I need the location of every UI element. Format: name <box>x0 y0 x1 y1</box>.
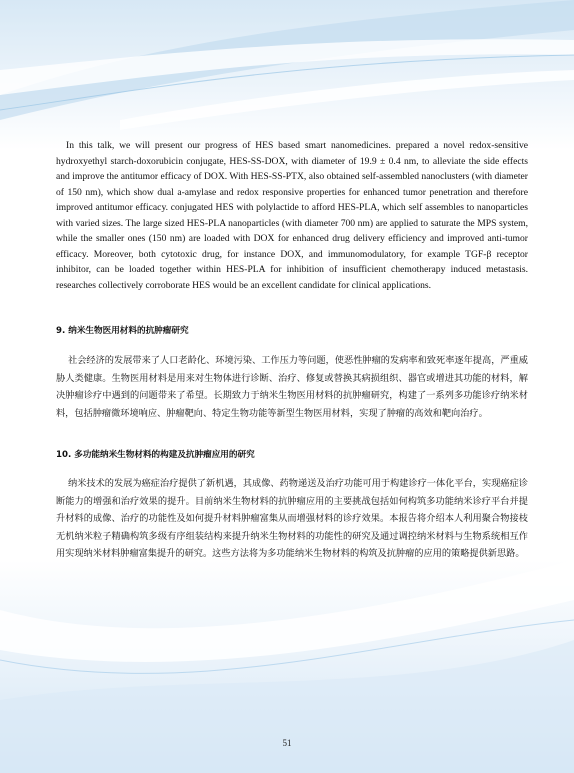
section-10-heading: 10. 多功能纳米生物材料的构建及抗肿瘤应用的研究 <box>56 450 255 460</box>
page-number: 51 <box>282 738 292 748</box>
section-9-heading: 9. 纳米生物医用材料的抗肿瘤研究 <box>56 326 189 336</box>
chinese-sections <box>56 0 528 773</box>
section-10-body: 纳米技术的发展为癌症治疗提供了新机遇，其成像、药物递送及治疗功能可用于构建诊疗一体化平台，实现癌症诊断能力的增强和治疗效果的提升。目前纳米生物材料的抗肿瘤应用的主要挑战包括如何构筑多功能纳米诊疗平台并提升材料的成像、治疗的功能性及如何提升材料肿瘤富集从而增强材料的诊疗效果。本报告将介绍本人利用聚合物接枝无机纳米粒子精确构筑多级有序组装结构来提升纳米生物材料的功能性的研究及通过调控纳米材料与生物系统相互作用实现纳米材料肿瘤富集提升的研究。这些方法将为多功能纳米生物材料的构筑及抗肿瘤的应用的策略提供新思路。 <box>56 478 528 560</box>
section-9-body: 社会经济的发展带来了人口老龄化、环境污染、工作压力等问题，使恶性肿瘤的发病率和致死率逐年提高，严重威胁人类健康。生物医用材料是用来对生物体进行诊断、治疗、修复或替换其病损组织、器官或增进其功能的材料，解决肿瘤诊疗中遇到的问题带来了希望。长期致力于纳米生物医用材料的抗肿瘤研究，构建了一系列多功能诊疗纳米材料，包括肿瘤微环境响应、肿瘤靶向、特定生物功能等新型生物医用材料，实现了肿瘤的高效和靶向治疗。 <box>56 355 528 419</box>
intro-paragraph: In this talk, we will present our progress of HES based smart nanomedicines. prepared a novel redox-sensitive hydroxyethyl starch-doxorubicin conjugate, HES-SS-DOX, with diameter of 19.9 ± 0.4 nm, to alleviate the side effects and improve the antitumor efficacy of DOX. With HES-SS-PTX, also obtained self-assembled nanoclusters (with diameter of 150 nm), which show dual a-amylase and redox responsive properties for enhanced tumor penetration and therefore improved antitumor efficacy. conjugated HES with polylactide to afford HES-PLA, which self assembles to nanoparticles with varied sizes. The large sized HES-PLA nanoparticles (with diameter 700 nm) are applied to saturate the MPS system, while the smaller ones (150 nm) are loaded with DOX for enhanced drug delivery efficiency and improved anti-tumor efficacy. Moreover, both cytotoxic drug, for instance DOX, and immunomodulatory, for example TGF-β receptor inhibitor, can be loaded together within HES-PLA for inhibition of insufficient chemotherapy induced metastasis. researches collectively corroborate HES would be an excellent candidate for clinical applications. <box>56 140 528 291</box>
